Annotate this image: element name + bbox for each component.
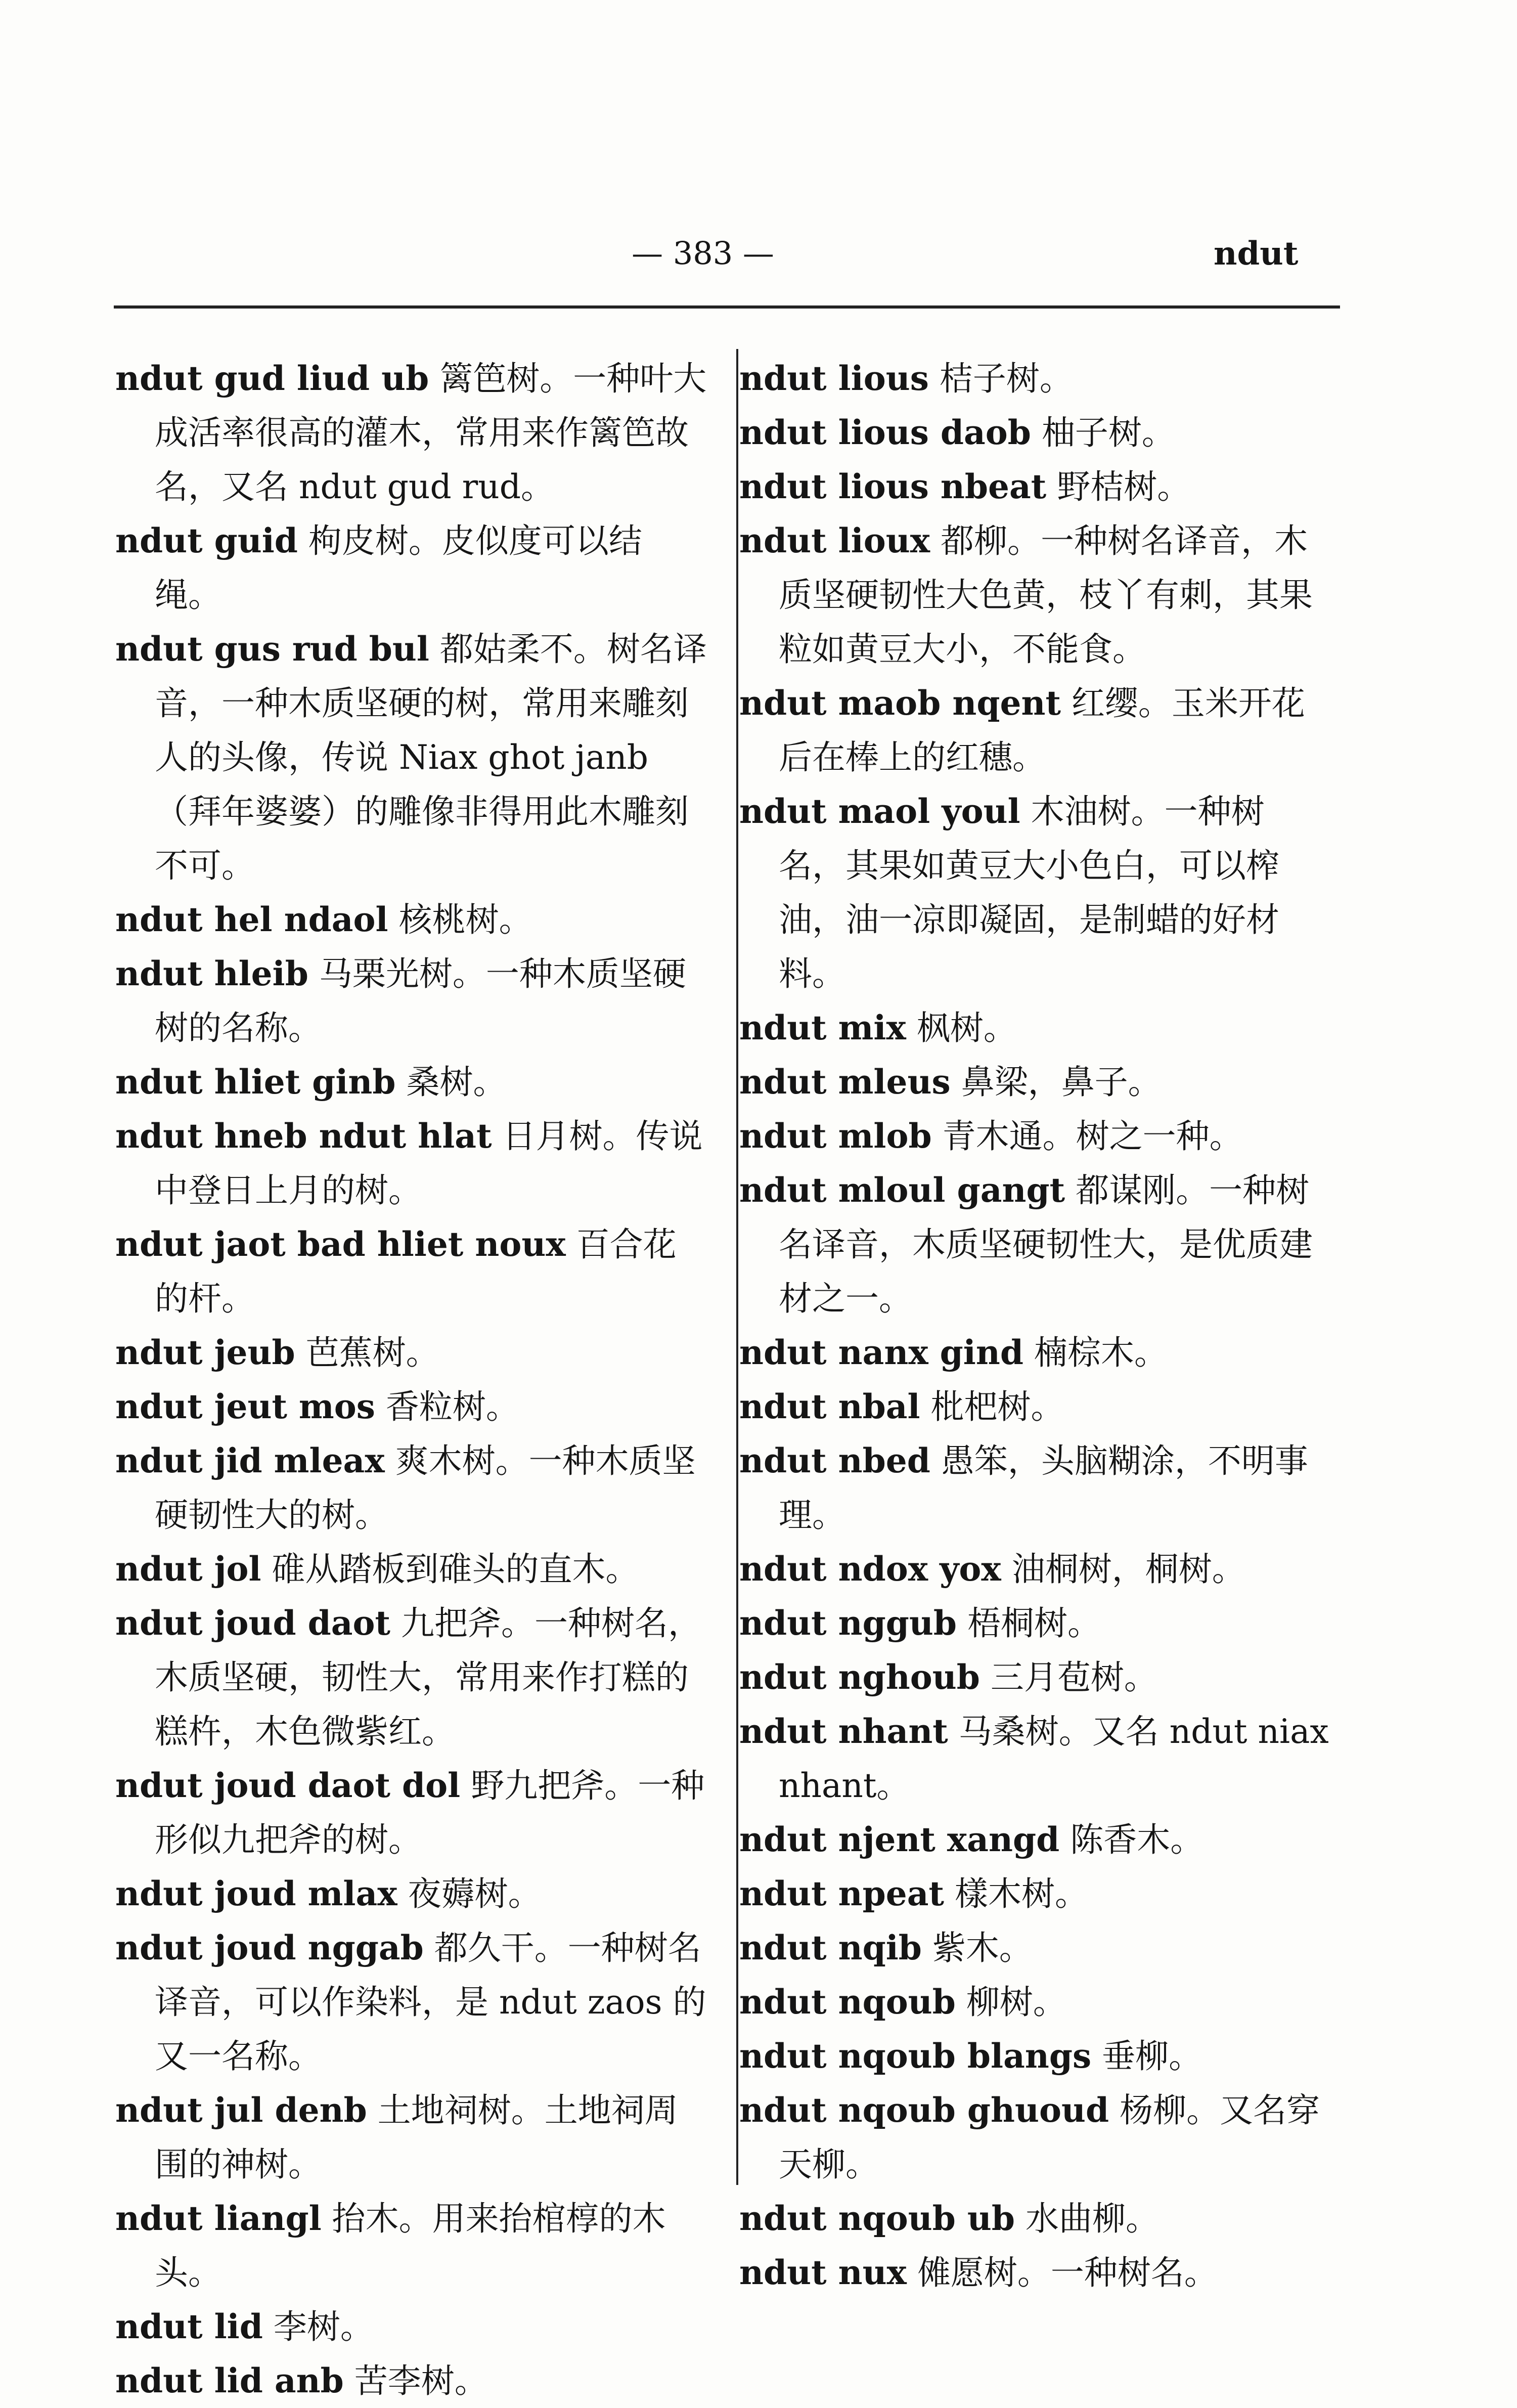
entry-gloss: 柚子树。 bbox=[1031, 413, 1175, 452]
dictionary-entry bbox=[115, 1867, 707, 1921]
dictionary-entry bbox=[739, 1650, 1331, 1704]
dictionary-entry bbox=[115, 2192, 707, 2300]
entry-gloss: 百合花的杆。 bbox=[155, 1225, 677, 1318]
entry-headword: ndut nghoub bbox=[739, 1657, 980, 1697]
entry-gloss: 核桃树。 bbox=[388, 900, 532, 939]
entry-headword: ndut nanx gind bbox=[739, 1333, 1023, 1372]
entry-gloss: 马桑树。又名 ndut niax nhant。 bbox=[779, 1712, 1329, 1805]
entry-headword: ndut jaot bad hliet noux bbox=[115, 1224, 566, 1264]
entry-headword: ndut hliet ginb bbox=[115, 1062, 396, 1102]
entry-gloss: 都久干。一种树名译音，可以作染料，是 ndut zaos 的又一名称。 bbox=[155, 1929, 706, 2076]
entry-headword: ndut lioux bbox=[739, 521, 930, 560]
page-header bbox=[0, 0, 1517, 314]
entry-headword: ndut hel ndaol bbox=[115, 900, 388, 939]
entry-gloss: 九把斧。一种树名，木质坚硬，韧性大，常用来作打糕的糕杵，木色微紫红。 bbox=[155, 1604, 702, 1751]
entry-headword: ndut nqoub blangs bbox=[739, 2036, 1092, 2076]
entry-headword: ndut joud mlax bbox=[115, 1874, 397, 1913]
dictionary-entry bbox=[115, 1109, 707, 1217]
dictionary-entry bbox=[739, 1542, 1331, 1596]
entry-gloss: 夜薅树。 bbox=[397, 1874, 542, 1913]
dictionary-entry bbox=[115, 1434, 707, 1542]
entry-headword: ndut nqoub bbox=[739, 1982, 956, 2022]
entry-headword: ndut lid anb bbox=[115, 2361, 344, 2400]
entry-gloss: 篱笆树。一种叶大成活率很高的灌木，常用来作篱笆故名，又名 ndut gud rud。 bbox=[155, 359, 707, 506]
entry-headword: ndut lious nbeat bbox=[739, 467, 1047, 506]
entry-gloss: 油桐树，桐树。 bbox=[1001, 1550, 1245, 1589]
dictionary-entry bbox=[739, 514, 1331, 676]
dictionary-entry bbox=[115, 947, 707, 1055]
dictionary-entry bbox=[739, 1867, 1331, 1921]
entry-headword: ndut mleus bbox=[739, 1062, 951, 1102]
dictionary-entry bbox=[115, 1596, 707, 1759]
entry-gloss: 紫木。 bbox=[921, 1929, 1033, 1967]
entry-headword: ndut nux bbox=[739, 2253, 907, 2292]
entry-gloss: 鼻梁，鼻子。 bbox=[950, 1063, 1162, 1102]
left-column bbox=[115, 352, 707, 2408]
entry-headword: ndut jeut mos bbox=[115, 1387, 375, 1426]
entry-gloss: 枫树。 bbox=[906, 1009, 1017, 1047]
entry-headword: ndut npeat bbox=[739, 1874, 944, 1913]
entry-gloss: 枸皮树。皮似度可以结绳。 bbox=[155, 521, 642, 615]
dictionary-entry bbox=[739, 2029, 1331, 2083]
dictionary-entry bbox=[739, 784, 1331, 1001]
entry-headword: ndut guid bbox=[115, 521, 298, 560]
entry-headword: ndut gud liud ub bbox=[115, 359, 429, 398]
entry-headword: ndut hneb ndut hlat bbox=[115, 1116, 492, 1156]
entry-headword: ndut mix bbox=[739, 1008, 906, 1047]
entry-headword: ndut nqoub ub bbox=[739, 2199, 1015, 2238]
entry-headword: ndut lid bbox=[115, 2307, 263, 2346]
entry-gloss: 碓从踏板到碓头的直木。 bbox=[261, 1550, 639, 1589]
entry-gloss: 野桔树。 bbox=[1046, 467, 1191, 506]
dictionary-entry bbox=[739, 1813, 1331, 1867]
entry-gloss: 芭蕉树。 bbox=[295, 1333, 439, 1372]
dictionary-entry bbox=[115, 2083, 707, 2192]
entry-gloss: 枇杷树。 bbox=[920, 1387, 1064, 1426]
entry-headword: ndut jul denb bbox=[115, 2090, 367, 2130]
entry-gloss: 垂柳。 bbox=[1091, 2037, 1202, 2076]
entry-gloss: 都谋刚。一种树名译音，木质坚硬韧性大，是优质建材之一。 bbox=[779, 1171, 1313, 1318]
right-column bbox=[739, 352, 1331, 2300]
entry-gloss: 愚笨，头脑糊涂，不明事理。 bbox=[779, 1441, 1308, 1535]
dictionary-entry bbox=[739, 1055, 1331, 1109]
entry-gloss: 桔子树。 bbox=[928, 359, 1073, 398]
dictionary-entry bbox=[739, 1921, 1331, 1975]
entry-gloss: 野九把斧。一种形似九把斧的树。 bbox=[155, 1766, 705, 1859]
entry-gloss: 桑树。 bbox=[395, 1063, 507, 1102]
entry-gloss: 木油树。一种树名，其果如黄豆大小色白，可以榨油，油一凉即凝固，是制蜡的好材料。 bbox=[779, 792, 1279, 993]
dictionary-entry bbox=[739, 2246, 1331, 2300]
entry-gloss: 楠棕木。 bbox=[1023, 1333, 1168, 1372]
entry-headword: ndut nbed bbox=[739, 1441, 930, 1480]
entry-gloss: 红缨。玉米开花后在棒上的红穗。 bbox=[779, 684, 1305, 777]
column-divider bbox=[736, 349, 738, 2185]
entry-gloss: 马栗光树。一种木质坚硬树的名称。 bbox=[155, 954, 686, 1047]
dictionary-entry bbox=[115, 1542, 707, 1596]
dictionary-entry bbox=[739, 406, 1331, 460]
entry-gloss: 爽木树。一种木质坚硬韧性大的树。 bbox=[155, 1441, 696, 1535]
dictionary-entry bbox=[739, 1109, 1331, 1163]
entry-headword: ndut mloul gangt bbox=[739, 1170, 1065, 1210]
entry-headword: ndut gus rud bul bbox=[115, 629, 429, 669]
entry-headword: ndut maol youl bbox=[739, 792, 1020, 831]
running-head: ndut bbox=[1214, 235, 1299, 273]
dictionary-entry bbox=[115, 1759, 707, 1867]
entry-headword: ndut jid mleax bbox=[115, 1441, 385, 1480]
dictionary-entry bbox=[115, 1217, 707, 1326]
dictionary-entry bbox=[739, 2192, 1331, 2246]
dictionary-entry bbox=[115, 1055, 707, 1109]
dictionary-entry bbox=[739, 460, 1331, 514]
dictionary-entry bbox=[739, 352, 1331, 406]
dictionary-entry bbox=[115, 514, 707, 622]
entry-headword: ndut nqib bbox=[739, 1928, 922, 1967]
entry-headword: ndut ndox yox bbox=[739, 1549, 1001, 1589]
dictionary-entry bbox=[115, 2354, 707, 2408]
dictionary-entry bbox=[739, 1434, 1331, 1542]
dictionary-entry bbox=[115, 622, 707, 893]
dictionary-entry bbox=[739, 1975, 1331, 2029]
entry-gloss: 水曲柳。 bbox=[1014, 2199, 1159, 2238]
dictionary-entry bbox=[739, 1380, 1331, 1434]
dictionary-entry bbox=[739, 676, 1331, 784]
entry-gloss: 柳树。 bbox=[955, 1983, 1066, 2022]
entry-headword: ndut nqoub ghuoud bbox=[739, 2090, 1109, 2130]
entry-headword: ndut joud daot dol bbox=[115, 1766, 461, 1805]
dictionary-entry bbox=[115, 2300, 707, 2354]
entry-gloss: 李树。 bbox=[262, 2307, 374, 2346]
entry-headword: ndut joud nggab bbox=[115, 1928, 424, 1967]
entry-headword: ndut lious daob bbox=[739, 413, 1031, 452]
entry-headword: ndut maob nqent bbox=[739, 683, 1061, 723]
dictionary-entry bbox=[115, 1921, 707, 2083]
entry-gloss: 陈香木。 bbox=[1059, 1820, 1204, 1859]
entry-gloss: 傩愿树。一种树名。 bbox=[906, 2253, 1218, 2292]
dictionary-entry bbox=[739, 1596, 1331, 1650]
entry-headword: ndut nhant bbox=[739, 1712, 948, 1751]
page-number: — 383 — bbox=[632, 235, 774, 272]
dictionary-entry bbox=[739, 1326, 1331, 1380]
dictionary-entry bbox=[739, 1163, 1331, 1326]
dictionary-entry bbox=[739, 1704, 1331, 1813]
dictionary-entry bbox=[739, 2083, 1331, 2192]
entry-gloss: 都姑柔不。树名译音，一种木质坚硬的树，常用来雕刻人的头像，传说 Niax ghot janb（拜年婆婆）的雕像非得用此木雕刻不可。 bbox=[155, 630, 707, 885]
entry-gloss: 苦李树。 bbox=[343, 2361, 488, 2400]
dictionary-entry bbox=[115, 1326, 707, 1380]
dictionary-entry bbox=[739, 1001, 1331, 1055]
entry-headword: ndut joud daot bbox=[115, 1603, 391, 1643]
entry-headword: ndut mlob bbox=[739, 1116, 932, 1156]
entry-headword: ndut lious bbox=[739, 359, 929, 398]
entry-headword: ndut jeub bbox=[115, 1333, 295, 1372]
entry-gloss: 樣木树。 bbox=[944, 1874, 1088, 1913]
entry-gloss: 抬木。用来抬棺椁的木头。 bbox=[155, 2199, 666, 2292]
dictionary-entry bbox=[115, 352, 707, 514]
entry-headword: ndut hleib bbox=[115, 954, 308, 993]
entry-gloss: 三月苞树。 bbox=[979, 1658, 1157, 1697]
dictionary-entry bbox=[115, 893, 707, 947]
entry-headword: ndut liangl bbox=[115, 2199, 322, 2238]
entry-gloss: 青木通。树之一种。 bbox=[931, 1117, 1243, 1156]
header-rule bbox=[114, 305, 1340, 309]
entry-gloss: 香粒树。 bbox=[375, 1387, 519, 1426]
entry-headword: ndut jol bbox=[115, 1549, 261, 1589]
entry-gloss: 日月树。传说中登日上月的树。 bbox=[155, 1117, 703, 1210]
entry-gloss: 梧桐树。 bbox=[957, 1604, 1101, 1643]
entry-gloss: 土地祠树。土地祠周围的神树。 bbox=[155, 2091, 678, 2184]
entry-gloss: 杨柳。又名穿天柳。 bbox=[779, 2091, 1320, 2184]
entry-gloss: 都柳。一种树名译音，木质坚硬韧性大色黄，枝丫有刺，其果粒如黄豆大小，不能食。 bbox=[779, 521, 1313, 669]
entry-headword: ndut nbal bbox=[739, 1387, 920, 1426]
entry-headword: ndut nggub bbox=[739, 1603, 957, 1643]
entry-headword: ndut njent xangd bbox=[739, 1820, 1060, 1859]
dictionary-entry bbox=[115, 1380, 707, 1434]
